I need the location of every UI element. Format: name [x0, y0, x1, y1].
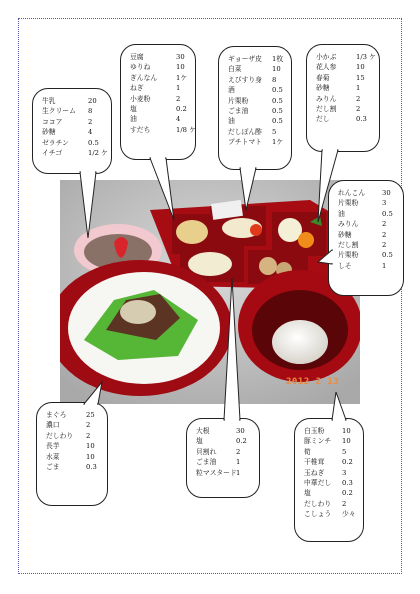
ingredient-amount: 10: [342, 437, 351, 446]
ingredient-name: ねぎ: [130, 84, 144, 93]
ingredient-name: 小かぶ: [316, 53, 337, 61]
ingredient-row: [338, 261, 397, 271]
ingredient-amount: 2: [176, 94, 181, 103]
ingredient-name: 中華だし: [304, 479, 332, 488]
ingredient-name: 生クリーム: [42, 107, 76, 116]
ingredient-row: [42, 106, 105, 116]
ingredient-row: [130, 125, 196, 135]
ingredient-name: 油: [338, 209, 345, 218]
ingredient-name: 干椎茸: [304, 458, 325, 467]
ingredient-name: だし割: [316, 105, 337, 114]
meal-photo: [60, 180, 360, 404]
ingredient-amount: 0.3: [86, 463, 97, 472]
ingredient-name: すだち: [130, 125, 151, 134]
ingredient-name: 砂糖: [42, 128, 56, 137]
ingredient-name: まぐろ: [46, 411, 67, 419]
ingredient-amount: 4: [176, 115, 181, 124]
ingredient-amount: 2: [382, 230, 387, 239]
ingredient-row: [130, 73, 189, 83]
ingredient-row: [316, 83, 373, 93]
ingredient-name: だしぽん酢: [228, 127, 262, 136]
callout-gyoza: [218, 46, 292, 170]
ingredient-row: [42, 117, 105, 127]
ingredient-amount: 10: [86, 442, 95, 451]
ingredient-name: ギョーザ皮: [228, 55, 262, 63]
ingredient-name: 春菊: [316, 73, 330, 82]
ingredient-row: [304, 468, 357, 478]
ingredient-amount: 4: [88, 128, 93, 137]
ingredient-amount: 25: [86, 411, 95, 419]
ingredient-name: みりん: [316, 94, 337, 103]
ingredient-row: [304, 457, 357, 467]
ingredient-row: [196, 436, 253, 446]
ingredient-row: [130, 83, 189, 93]
ingredient-row: [228, 75, 285, 85]
ingredient-name: 牛乳: [42, 97, 56, 105]
ingredient-row: [228, 106, 285, 116]
ingredient-amount: 少々: [342, 510, 356, 519]
ingredient-amount: 0.5: [272, 86, 283, 95]
ingredient-name: 長芋: [46, 442, 60, 451]
ingredient-amount: 2: [236, 447, 241, 456]
ingredient-row: [338, 198, 397, 208]
ingredient-row: [42, 127, 105, 137]
ingredient-row: [316, 94, 373, 104]
ingredient-amount: 0.3: [342, 479, 353, 488]
ingredient-amount: 8: [88, 107, 93, 116]
ingredient-amount: 2: [382, 220, 387, 229]
ingredient-row: [46, 420, 101, 430]
callout-tuna-bowl: [36, 402, 108, 506]
ingredient-amount: 0.3: [356, 115, 367, 124]
ingredient-row: [304, 436, 357, 446]
ingredient-row: [130, 104, 189, 114]
ingredient-name: イチゴ: [42, 149, 63, 158]
ingredient-amount: 20: [88, 97, 97, 105]
ingredient-name: 粒マスタード: [196, 468, 237, 477]
ingredient-amount: 1/2 ケ: [88, 149, 108, 158]
ingredient-amount: 1: [356, 84, 361, 93]
ingredient-row: [304, 488, 357, 498]
ingredient-amount: 0.2: [342, 489, 353, 498]
ingredient-amount: 3: [382, 199, 387, 208]
ingredient-name: 砂糖: [338, 230, 352, 239]
ingredient-amount: 2: [88, 117, 93, 126]
ingredient-name: 油: [130, 115, 137, 124]
ingredient-row: [46, 410, 101, 420]
ingredient-amount: 0.5: [382, 251, 393, 260]
ingredient-name: 豆腐: [130, 53, 144, 61]
ingredient-row: [316, 52, 376, 62]
ingredient-row: [228, 85, 285, 95]
ingredient-amount: 10: [176, 63, 185, 72]
ingredient-name: だしわり: [304, 499, 332, 508]
ingredient-row: [304, 478, 357, 488]
ingredient-name: ぎんなん: [130, 73, 158, 82]
ingredient-amount: 1/3 ケ: [356, 53, 376, 61]
ingredient-name: 塩: [304, 489, 311, 498]
ingredient-amount: 5: [272, 127, 277, 136]
ingredient-name: 小麦粉: [130, 94, 151, 103]
callout-simmered: [306, 44, 380, 152]
ingredient-name: ごま: [46, 463, 60, 472]
ingredient-name: 白玉粉: [304, 427, 325, 435]
ingredient-row: [228, 127, 285, 137]
ingredient-name: 大根: [196, 427, 210, 435]
ingredient-row: [46, 462, 101, 472]
ingredient-row: [316, 104, 373, 114]
ingredient-row: [338, 230, 397, 240]
ingredient-amount: 0.2: [342, 458, 353, 467]
ingredient-amount: 2: [382, 241, 387, 250]
ingredient-amount: 10: [86, 452, 95, 461]
ingredient-name: れんこん: [338, 189, 366, 197]
meal-illustration: [60, 180, 360, 404]
ingredient-amount: 2: [342, 499, 347, 508]
ingredient-name: ごま油: [228, 107, 249, 116]
ingredient-amount: 1: [382, 261, 387, 270]
callout-daikon: [186, 418, 260, 498]
ingredient-row: [304, 499, 357, 509]
ingredient-name: 花人参: [316, 63, 337, 72]
ingredient-row: [42, 148, 108, 158]
ingredient-amount: 0.5: [272, 96, 283, 105]
callout-soup: [294, 418, 364, 542]
ingredient-amount: 0.5: [272, 117, 283, 126]
ingredient-amount: 1: [236, 458, 241, 467]
ingredient-amount: 3: [342, 468, 347, 477]
ingredient-name: しそ: [338, 261, 352, 270]
ingredient-row: [196, 447, 253, 457]
ingredient-amount: 2: [356, 105, 361, 114]
ingredient-amount: 10: [356, 63, 365, 72]
ingredient-name: ゆりね: [130, 63, 151, 72]
ingredient-row: [42, 138, 105, 148]
ingredient-row: [338, 219, 397, 229]
ingredient-name: だしわり: [46, 431, 74, 440]
ingredient-row: [304, 426, 357, 436]
ingredient-amount: 0.5: [88, 138, 99, 147]
ingredient-name: 貝割れ: [196, 447, 217, 456]
ingredient-row: [228, 96, 285, 106]
ingredient-name: 塩: [196, 437, 203, 446]
photo-date-stamp: 2012 2 13: [286, 377, 340, 387]
ingredient-row: [130, 94, 189, 104]
ingredient-amount: 1枚: [272, 55, 284, 63]
ingredient-row: [304, 447, 357, 457]
ingredient-row: [130, 52, 189, 62]
ingredient-name: ごま油: [196, 458, 217, 467]
ingredient-amount: 15: [356, 73, 365, 82]
ingredient-row: [46, 452, 101, 462]
ingredient-amount: 30: [236, 427, 245, 435]
ingredient-name: 濃口: [46, 421, 60, 430]
ingredient-name: 片栗粉: [338, 199, 359, 208]
ingredient-row: [46, 441, 101, 451]
ingredient-row: [46, 431, 101, 441]
ingredient-name: 片栗粉: [338, 251, 359, 260]
ingredient-row: [316, 73, 373, 83]
ingredient-amount: 30: [382, 189, 391, 197]
ingredient-name: えびすり身: [228, 75, 262, 84]
ingredient-amount: 0.5: [272, 107, 283, 116]
ingredient-amount: 2: [356, 94, 361, 103]
ingredient-name: 玉ねぎ: [304, 468, 325, 477]
ingredient-name: 酒: [228, 86, 235, 95]
ingredient-row: [304, 509, 357, 519]
ingredient-amount: 2: [86, 421, 91, 430]
ingredient-amount: 30: [176, 53, 185, 61]
ingredient-row: [130, 114, 189, 124]
ingredient-row: [316, 62, 373, 72]
ingredient-name: ゼラチン: [42, 138, 69, 147]
ingredient-row: [228, 116, 285, 126]
ingredient-amount: 10: [342, 427, 351, 435]
callout-lotus: [328, 180, 404, 296]
ingredient-name: みりん: [338, 220, 359, 229]
ingredient-row: [338, 188, 397, 198]
ingredient-row: [338, 209, 397, 219]
ingredient-amount: 1/8 ケ: [176, 125, 196, 134]
ingredient-amount: 10: [272, 65, 281, 74]
ingredient-row: [196, 468, 253, 478]
ingredient-row: [130, 62, 189, 72]
ingredient-name: 油: [228, 117, 235, 126]
ingredient-row: [196, 457, 253, 467]
ingredient-row: [228, 64, 285, 74]
ingredient-name: こしょう: [304, 510, 332, 519]
ingredient-row: [42, 96, 105, 106]
ingredient-row: [338, 240, 397, 250]
ingredient-amount: 8: [272, 75, 277, 84]
ingredient-name: だし: [316, 115, 330, 124]
ingredient-amount: 0.5: [382, 209, 393, 218]
ingredient-name: 片栗粉: [228, 96, 249, 105]
ingredient-name: 白菜: [228, 65, 242, 74]
ingredient-amount: 1ケ: [272, 138, 284, 147]
ingredient-amount: 1: [176, 84, 181, 93]
ingredient-amount: 5: [342, 447, 347, 456]
ingredient-row: [228, 137, 285, 147]
ingredient-amount: 1: [236, 468, 241, 477]
ingredient-amount: 0.2: [236, 437, 247, 446]
ingredient-amount: 1ケ: [176, 73, 188, 82]
ingredient-name: 水菜: [46, 452, 60, 461]
ingredient-name: 塩: [130, 105, 137, 114]
ingredient-name: 砂糖: [316, 84, 330, 93]
ingredient-row: [316, 114, 373, 124]
ingredient-amount: 0.2: [176, 105, 187, 114]
callout-tofu: [120, 44, 196, 160]
ingredient-name: 豚ミンチ: [304, 437, 332, 446]
ingredient-name: 筍: [304, 447, 311, 456]
ingredient-name: ココア: [42, 117, 63, 126]
ingredient-amount: 2: [86, 431, 91, 440]
ingredient-row: [196, 426, 253, 436]
ingredient-row: [228, 54, 285, 64]
ingredient-row: [338, 250, 397, 260]
callout-dessert: [32, 88, 112, 174]
ingredient-name: プチトマト: [228, 138, 262, 147]
ingredient-name: だし割: [338, 241, 359, 250]
